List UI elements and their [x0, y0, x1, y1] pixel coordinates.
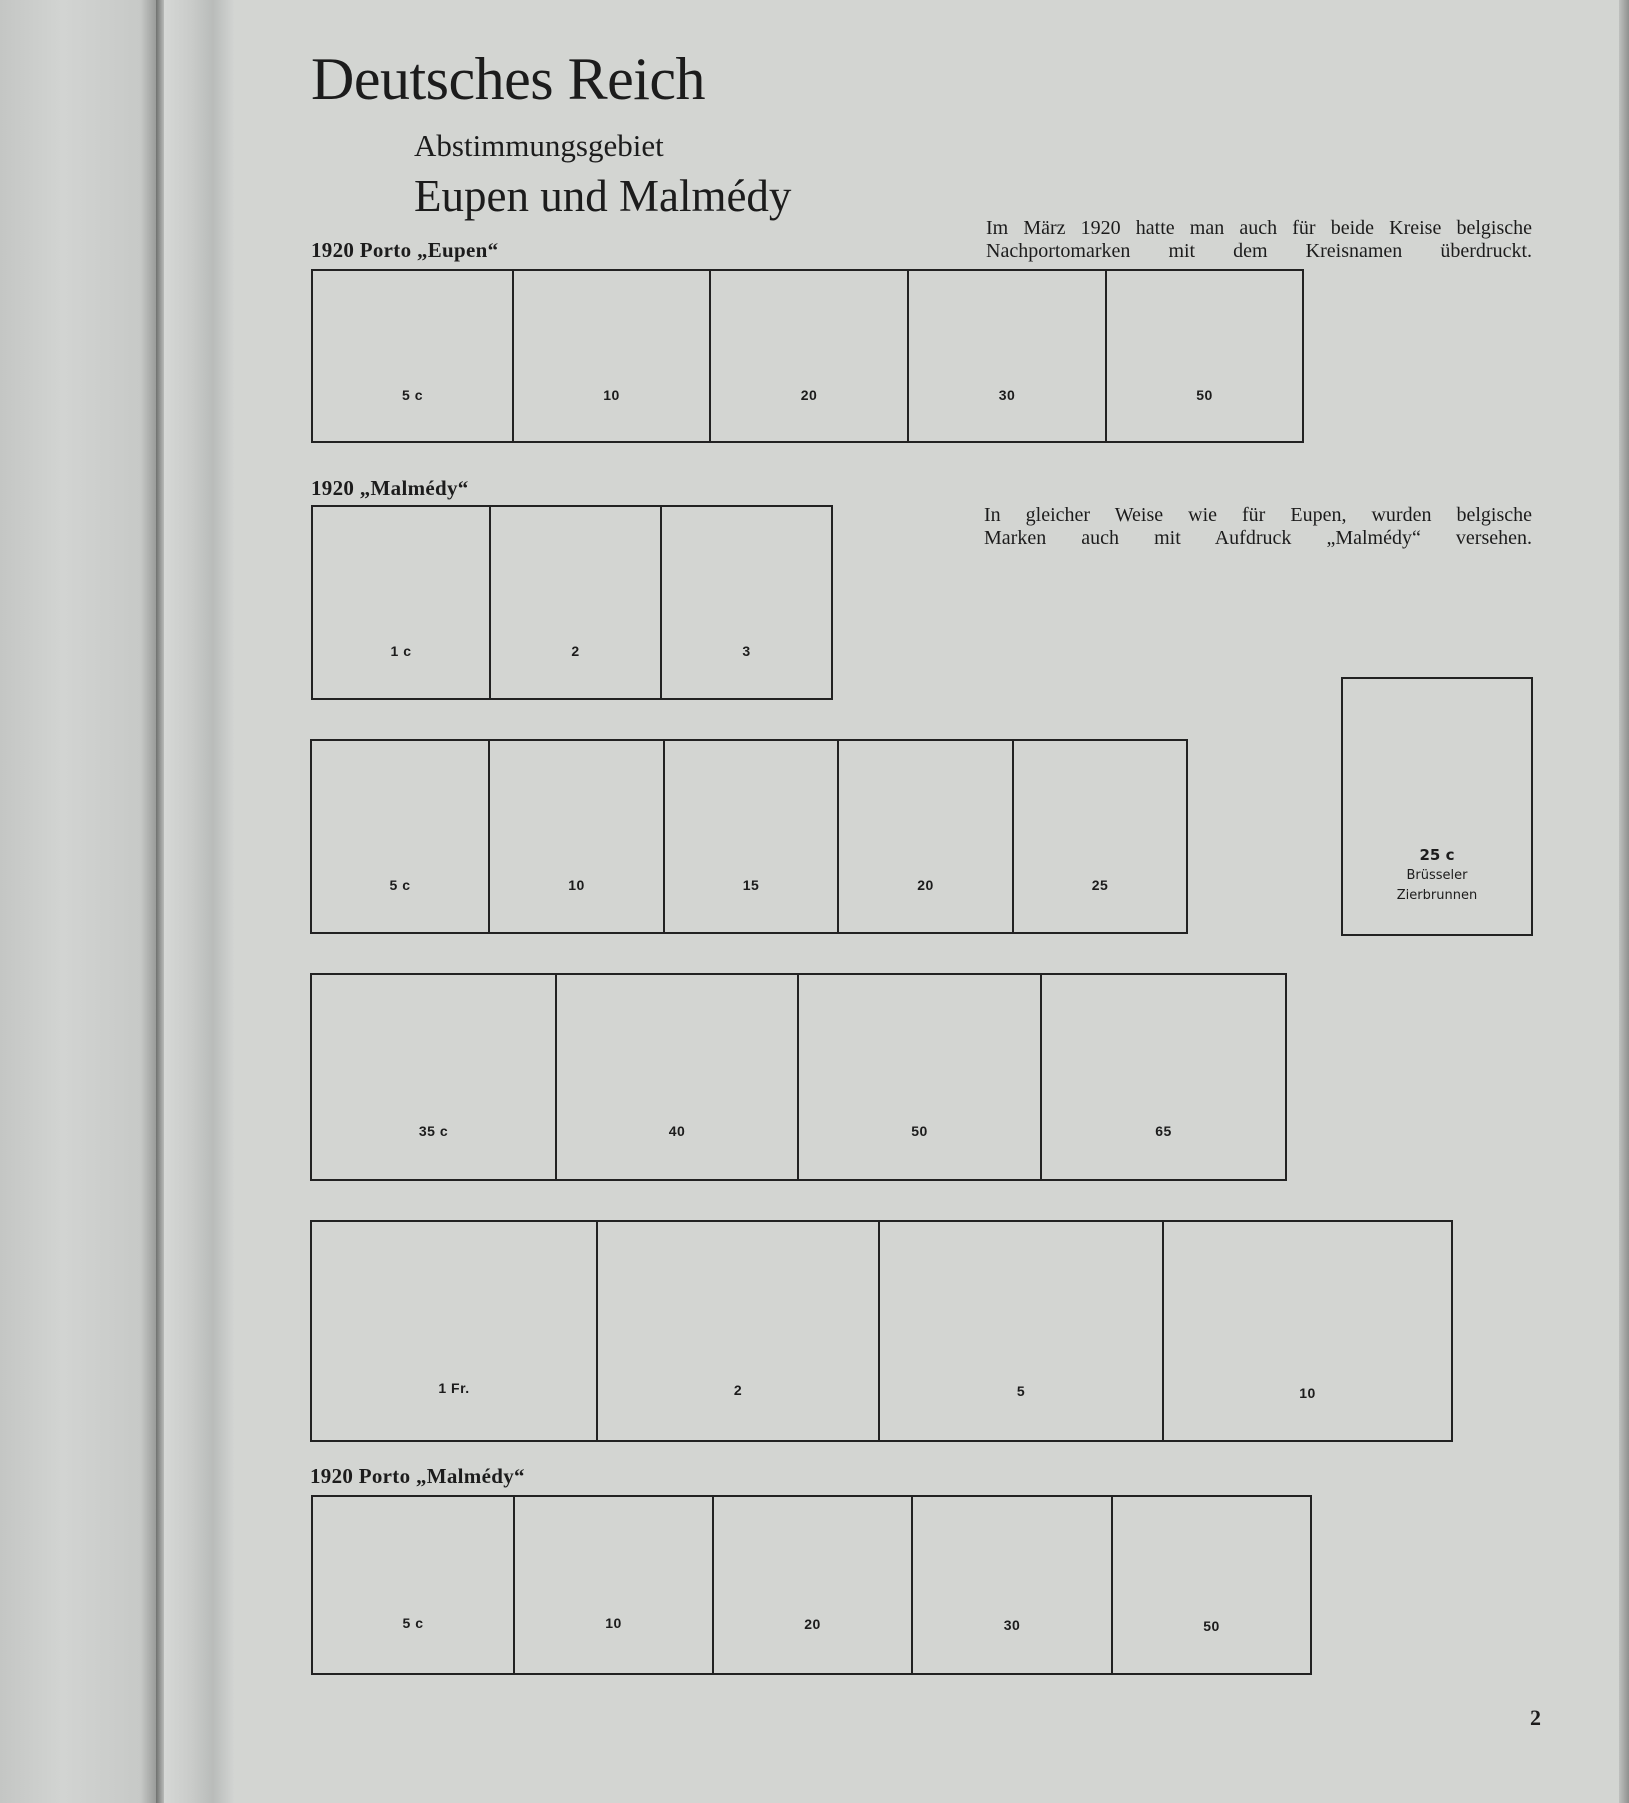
stamp-space	[714, 1497, 913, 1673]
stamp-value: 20	[917, 877, 934, 893]
note-line: Im März 1920 hatte man auch für beide Kreise belgische	[986, 217, 1532, 239]
stamp-space	[839, 741, 1014, 932]
page-number: 2	[1530, 1705, 1541, 1730]
stamp-value: 20	[804, 1616, 821, 1632]
stamp-row-malmedy-porto	[311, 1495, 1312, 1675]
stamp-value: 40	[668, 1123, 686, 1139]
stamp-value: 5 c	[389, 877, 411, 893]
stamp-value: 65	[1155, 1123, 1172, 1139]
stamp-value: 5 c	[402, 387, 423, 403]
stamp-space	[909, 271, 1107, 441]
binding-shadow	[156, 0, 164, 1803]
page-subtitle: Abstimmungsgebiet	[414, 128, 664, 163]
region-title: Eupen und Malmédy	[414, 171, 792, 221]
stamp-value: 15	[742, 877, 760, 893]
stamp-value: 3	[742, 643, 751, 659]
stamp-value: 5	[1016, 1383, 1026, 1399]
stamp-space	[1107, 271, 1302, 441]
stamp-value: 25 c	[1419, 846, 1455, 864]
stamp-row-malmedy-1	[311, 505, 833, 700]
stamp-value: 1 c	[390, 643, 412, 659]
note-eupen-porto	[986, 217, 1532, 263]
stamp-caption: Brüsseler	[1406, 868, 1468, 883]
stamp-space	[1164, 1222, 1451, 1440]
section-label-eupen-porto: 1920 Porto „Eupen“	[311, 238, 499, 262]
stamp-value: 30	[1003, 1617, 1021, 1633]
stamp-space	[557, 975, 799, 1179]
stamp-value: 2	[733, 1382, 743, 1398]
stamp-space	[312, 975, 557, 1179]
stamp-row-malmedy-2	[310, 739, 1188, 934]
stamp-value: 35 c	[418, 1123, 449, 1139]
stamp-value: 10	[568, 877, 585, 893]
stamp-space	[514, 271, 711, 441]
stamp-space	[312, 741, 490, 932]
stamp-space	[312, 1222, 598, 1440]
stamp-space	[799, 975, 1042, 1179]
stamp-space	[598, 1222, 880, 1440]
stamp-space	[1113, 1497, 1310, 1673]
note-line: Nachportomarken mit dem Kreisnamen überdruckt.	[986, 240, 1532, 262]
stamp-value: 2	[571, 643, 580, 659]
binding-left	[0, 0, 156, 1803]
stamp-space	[665, 741, 839, 932]
binding-strip	[164, 0, 234, 1803]
stamp-caption: Zierbrunnen	[1396, 888, 1478, 903]
stamp-space	[913, 1497, 1113, 1673]
stamp-value: 20	[800, 387, 818, 403]
stamp-space-single	[1341, 677, 1533, 936]
stamp-value: 10	[1299, 1385, 1316, 1401]
stamp-space	[515, 1497, 714, 1673]
page-edge	[1619, 0, 1629, 1803]
stamp-value: 30	[998, 387, 1016, 403]
stamp-row-malmedy-3	[310, 973, 1287, 1181]
note-line: In gleicher Weise wie für Eupen, wurden belgische	[984, 504, 1532, 526]
stamp-value: 25	[1091, 877, 1109, 893]
note-line: Marken auch mit Aufdruck „Malmédy“ versehen.	[984, 527, 1532, 549]
stamp-value: 5 c	[402, 1615, 424, 1631]
note-malmedy	[984, 504, 1532, 550]
stamp-value: 10	[603, 387, 620, 403]
stamp-row-malmedy-4	[310, 1220, 1453, 1442]
section-label-malmedy-porto: 1920 Porto „Malmédy“	[310, 1464, 525, 1488]
stamp-value: 1 Fr.	[438, 1380, 470, 1396]
stamp-space	[490, 741, 665, 932]
stamp-space	[1014, 741, 1186, 932]
section-label-malmedy: 1920 „Malmédy“	[311, 476, 469, 500]
stamp-space	[880, 1222, 1164, 1440]
page-title: Deutsches Reich	[311, 46, 706, 112]
stamp-space	[662, 507, 831, 698]
stamp-value: 50	[1196, 387, 1213, 403]
stamp-space	[711, 271, 909, 441]
stamp-row-eupen-porto	[311, 269, 1304, 443]
stamp-value: 10	[605, 1615, 622, 1631]
stamp-space	[313, 1497, 515, 1673]
stamp-value: 50	[911, 1123, 928, 1139]
stamp-space	[491, 507, 662, 698]
stamp-space	[1042, 975, 1285, 1179]
stamp-value: 50	[1203, 1618, 1220, 1634]
stamp-space	[313, 507, 491, 698]
stamp-space	[313, 271, 514, 441]
